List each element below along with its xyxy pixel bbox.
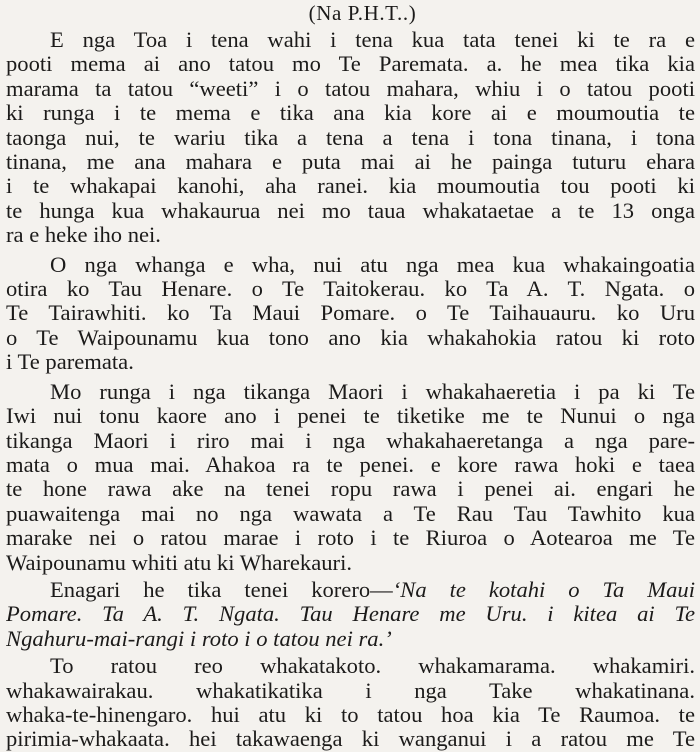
paragraph-1 <box>6 28 695 248</box>
text-line: tinana, me ana mahara e puta mai ai he painga tuturu ehara <box>6 150 695 175</box>
text-line <box>6 602 695 626</box>
text-line: Mo runga i nga tikanga Maori i whakahaeretia i pa ki Te <box>50 379 695 404</box>
text-line: o Te Waipounamu kua tono ano kia whakahokia ratou ki roto <box>6 325 695 350</box>
text-line: O nga whanga e wha, nui atu nga mea kua whakaingoatia <box>50 252 695 277</box>
paragraph-5 <box>6 654 695 752</box>
paragraph-2 <box>6 253 695 375</box>
text-line: Waipounamu whiti atu ki Wharekauri. <box>6 550 352 575</box>
text-line: taonga nui, te wariu tika a tena a tena i tona tinana, i tona <box>6 125 695 150</box>
text-line: mata o mua mai. Ahakoa ra te penei. e kore rawa hoki e taea <box>6 452 695 477</box>
text-line: marake nei o ratou marae i roto i te Riuroa o Aotearoa me Te <box>6 526 695 551</box>
text-line: ra e heke iho nei. <box>6 223 161 248</box>
text-line: whaka-te-hinengaro. hui atu ki to tatou hoa kia Te Raumoa. te <box>6 702 695 727</box>
text-line: pooti mema ai ano tatou mo Te Paremata. a. he mea tika kia <box>6 52 695 77</box>
text-line: pirimia-whakaata. hei takawaenga ki wanganui i a ratou me Te <box>6 727 695 752</box>
text-line: E nga Toa i tena wahi i tena kua tata tenei ki te ra e <box>50 28 695 52</box>
text-line: tikanga Maori i riro mai i nga whakahaeretanga a nga pare- <box>6 428 695 453</box>
text-line: otira ko Tau Henare. o Te Taitokerau. ko Ta A. T. Ngata. o <box>6 277 695 302</box>
text-line: marama ta tatou “weeti” i o tatou mahara, whiu i o tatou pooti <box>6 76 695 101</box>
text-line <box>6 627 695 651</box>
quote-run: ‘Na te kotahi o Ta Maui <box>392 577 695 602</box>
text-line: Te Tairawhiti. ko Ta Maui Pomare. o Te Taihauauru. ko Uru <box>6 301 695 326</box>
text-line: To ratou reo whakatakoto. whakamarama. whakamiri. <box>50 654 695 679</box>
text-line: puawaitenga mai no nga wawata a Te Rau Tau Tawhito kua <box>6 501 695 526</box>
text-line: Iwi nui tonu kaore ano i penei te tiketike me te Nunui o nga <box>6 404 695 429</box>
text-line: whakawairakau. whakatikatika i nga Take whakatinana. <box>6 678 695 703</box>
text-line: i te whakapai kanohi, aha ranei. kia moumoutia tou pooti ki <box>6 174 695 199</box>
paragraph-4 <box>6 578 695 651</box>
paragraph-3 <box>6 380 695 575</box>
quote-run: Pomare. Ta A. T. Ngata. Tau Henare me Uru. i kitea ai Te <box>6 602 695 627</box>
quote-run: Ngahuru-mai-rangi i roto i o tatou nei ra.’ <box>6 626 392 651</box>
text-line: i Te paremata. <box>6 350 134 375</box>
text-line: ki runga i te mema e tika ana kia kore ai e moumoutia te <box>6 101 695 126</box>
text-line: te hunga kua whakaurua nei mo taua whakataetae a te 13 onga <box>6 198 695 223</box>
text-line <box>6 578 695 602</box>
text-run: Enagari he tika tenei korero— <box>50 577 393 602</box>
article-byline: (Na P.H.T..) <box>308 1 417 25</box>
text-line: te hone rawa ake na tenei ropu rawa i penei ai. engari he <box>6 477 695 502</box>
